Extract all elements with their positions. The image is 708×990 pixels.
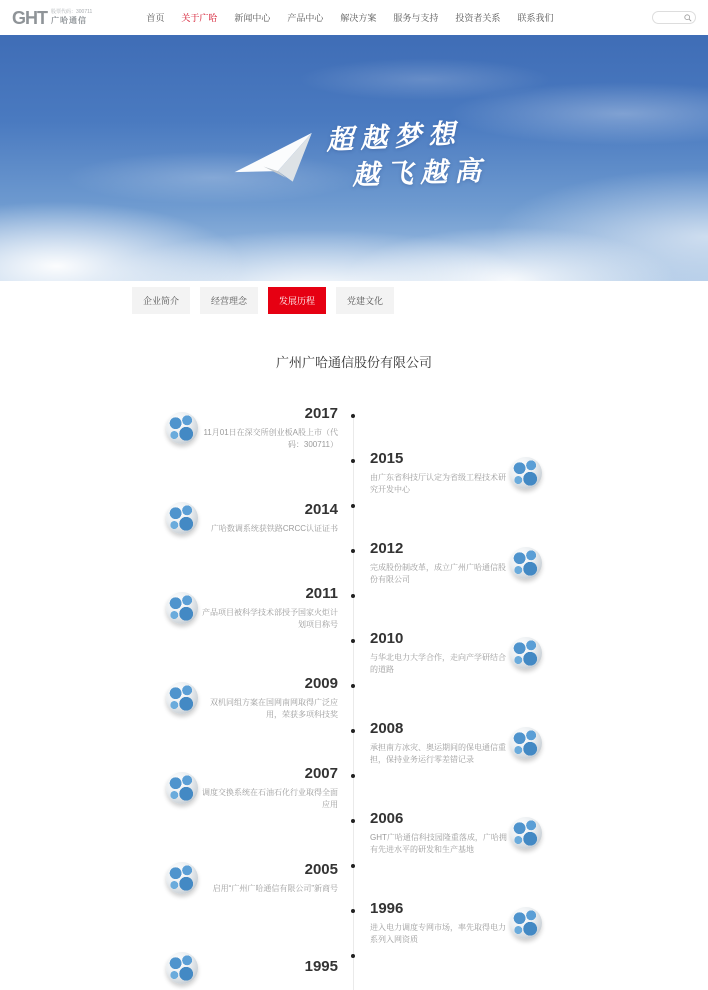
globe-icon [166,862,198,894]
timeline-desc: 与华北电力大学合作，走向产学研结合的道路 [370,652,506,675]
timeline-dot [351,909,355,913]
timeline-desc: 广哈数调系统获铁路CRCC认证证书 [210,524,338,534]
globe-icon [510,817,542,849]
timeline-item-2014 [154,495,554,540]
timeline-desc: GHT广哈通信科技园隆重落成，广哈拥有先进水平的研发和生产基地 [370,832,507,855]
timeline-dot [351,414,355,418]
nav-item-support[interactable]: 服务与支持 [393,13,439,23]
timeline-year: 2010 [370,630,404,648]
timeline-item-2008 [154,720,554,765]
timeline-desc: 双机同组方案在国网南网取得广泛应用，荣获多项科技奖 [210,697,338,720]
timeline-year: 1996 [370,900,404,918]
nav-item-about[interactable]: 关于广哈 [181,13,218,23]
main-nav [146,11,553,24]
paper-airplane-icon [229,129,320,194]
timeline-year: 2009 [304,675,338,693]
nav-item-news[interactable]: 新闻中心 [234,13,271,23]
timeline-year: 2011 [305,585,338,603]
timeline-dot [351,459,355,463]
globe-icon [166,502,198,534]
timeline-dot [351,504,355,508]
globe-icon [510,547,542,579]
tab-party-culture[interactable]: 党建文化 [336,287,394,314]
timeline-desc: 产品项目被科学技术部授予国家火炬计划项目称号 [202,607,338,630]
hero-banner [0,35,708,281]
globe-icon [510,907,542,939]
timeline-item-2006 [154,810,554,855]
timeline-year: 2012 [370,540,404,558]
timeline-dot [351,774,355,778]
timeline-year: 2005 [304,861,338,879]
timeline-dot [351,639,355,643]
timeline-desc: 进入电力调度专网市场，率先取得电力系列入网资质 [370,922,506,945]
about-tabs [132,287,708,314]
timeline-desc: 启用“广州广哈通信有限公司”新商号 [212,884,338,894]
timeline-dot [351,594,355,598]
tab-business-philosophy[interactable]: 经营理念 [200,287,258,314]
tab-development-history[interactable]: 发展历程 [268,287,326,314]
globe-icon [166,952,198,984]
globe-icon [166,682,198,714]
timeline-year: 1995 [304,957,338,975]
company-name-label: 广哈通信 [51,15,87,25]
logo-mark: GHT [12,7,47,28]
timeline-year: 2014 [304,501,338,519]
timeline-desc: 11月01日在深交所创业板A股上市（代码：300711） [203,427,338,450]
globe-icon [510,457,542,489]
hero-slogan-line2: 越飞越高 [351,155,489,191]
timeline-dot [351,864,355,868]
search-input[interactable] [654,13,684,23]
search-box[interactable] [652,11,696,24]
search-icon[interactable] [684,14,692,22]
timeline-desc: 完成股份制改革，成立广州广哈通信股份有限公司 [370,562,506,585]
globe-icon [166,412,198,444]
nav-item-solutions[interactable]: 解决方案 [340,13,377,23]
timeline-item-2009 [154,675,554,720]
header [0,0,708,35]
timeline-item-2007 [154,765,554,810]
timeline-dot [351,954,355,958]
stock-code-label: 股票代码：300711 [51,9,93,16]
timeline-item-1996 [154,900,554,945]
timeline-desc: 调度交换系统在石油石化行业取得全面应用 [202,787,338,810]
history-timeline [154,405,554,990]
timeline-dot [351,729,355,733]
timeline-year: 2008 [370,720,404,738]
timeline-item-2011 [154,585,554,630]
timeline-year: 2007 [304,765,338,783]
timeline-item-2010 [154,630,554,675]
nav-item-home[interactable]: 首页 [146,13,165,23]
globe-icon [510,637,542,669]
page-title: 广州广哈通信股份有限公司 [275,355,432,370]
timeline-year: 2017 [304,405,338,423]
globe-icon [166,772,198,804]
timeline-dot [351,684,355,688]
nav-item-products[interactable]: 产品中心 [287,13,324,23]
timeline-item-2012 [154,540,554,585]
timeline-desc: 由广东省科技厅认定为省级工程技术研究开发中心 [370,472,506,495]
globe-icon [166,592,198,624]
timeline-dot [351,819,355,823]
globe-icon [510,727,542,759]
timeline-dot [351,549,355,553]
tab-company-profile[interactable]: 企业简介 [132,287,190,314]
company-logo[interactable] [12,9,92,27]
timeline-item-2005 [154,855,554,900]
nav-item-contact[interactable]: 联系我们 [517,13,554,23]
timeline-desc: 承担南方冰灾、奥运期间的保电通信重担，保持业务运行零差错记录 [370,742,506,765]
hero-slogan-line1: 超越梦想 [325,118,463,156]
timeline-item-2017 [154,405,554,450]
timeline-item-1995 [154,945,554,990]
nav-item-investors[interactable]: 投资者关系 [455,13,501,23]
timeline-year: 2006 [370,810,404,828]
timeline-year: 2015 [370,450,404,468]
timeline-item-2015 [154,450,554,495]
